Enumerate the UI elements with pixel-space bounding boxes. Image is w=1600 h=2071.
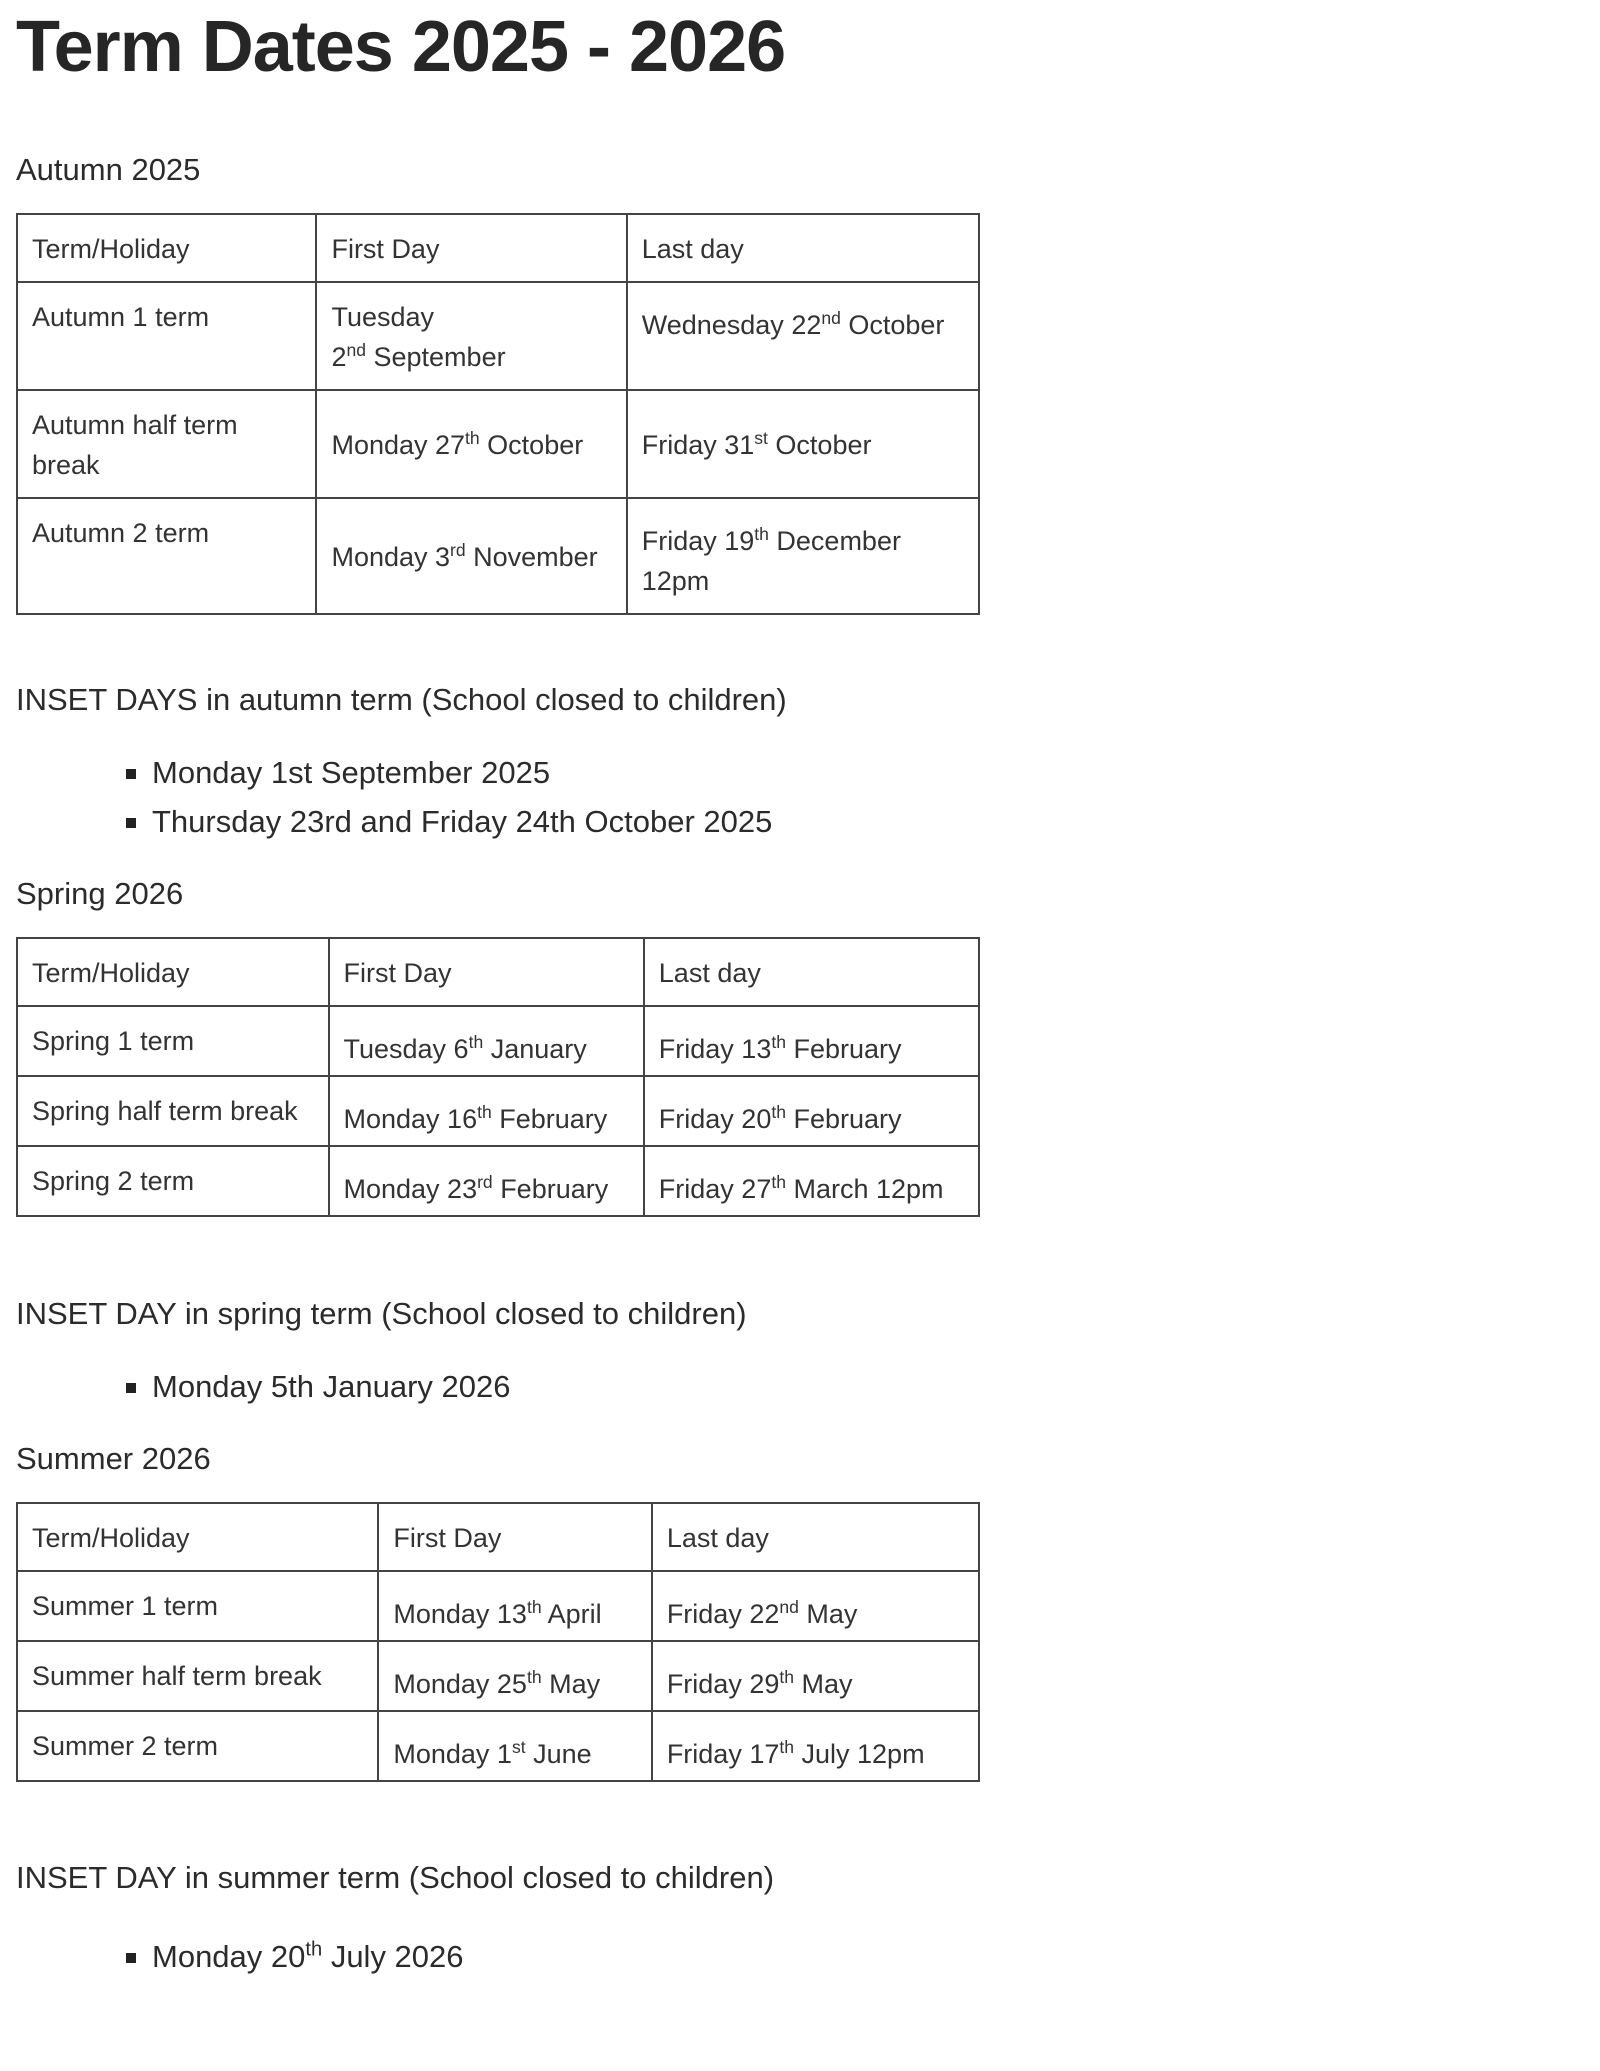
header-last-day: Last day [652, 1503, 979, 1571]
table-row [17, 1076, 979, 1146]
spring-inset-list [108, 1362, 510, 1411]
first-day-cell: Monday 16th February [329, 1076, 644, 1146]
last-day-cell: Friday 22nd May [652, 1571, 979, 1641]
last-day-cell: Friday 13th February [644, 1006, 979, 1076]
autumn-table [16, 213, 980, 615]
term-cell: Autumn half term break [17, 390, 316, 498]
last-day-cell: Friday 20th February [644, 1076, 979, 1146]
header-first-day: First Day [378, 1503, 651, 1571]
first-day-cell: Monday 1st June [378, 1711, 651, 1781]
first-day-cell: Monday 27th October [316, 390, 626, 498]
last-day-cell: Friday 27th March 12pm [644, 1146, 979, 1216]
first-day-cell: Monday 23rd February [329, 1146, 644, 1216]
page-title: Term Dates 2025 - 2026 [16, 7, 786, 87]
term-cell: Autumn 2 term [17, 498, 316, 614]
last-day-cell: Friday 17th July 12pm [652, 1711, 979, 1781]
term-cell: Autumn 1 term [17, 282, 316, 390]
first-day-cell: Monday 25th May [378, 1641, 651, 1711]
spring-heading: Spring 2026 [16, 876, 184, 911]
first-day-cell: Tuesday 6th January [329, 1006, 644, 1076]
header-term-holiday: Term/Holiday [17, 214, 316, 282]
header-term-holiday: Term/Holiday [17, 938, 329, 1006]
autumn-inset-list [108, 748, 772, 846]
last-day-cell: Friday 29th May [652, 1641, 979, 1711]
spring-table [16, 937, 980, 1217]
list-item: Monday 5th January 2026 [108, 1362, 510, 1411]
table-row [17, 390, 979, 498]
summer-table [16, 1502, 980, 1782]
table-row [17, 498, 979, 614]
table-header-row [17, 938, 979, 1006]
summer-heading: Summer 2026 [16, 1441, 211, 1476]
table-header-row [17, 1503, 979, 1571]
autumn-heading: Autumn 2025 [16, 152, 201, 187]
header-last-day: Last day [644, 938, 979, 1006]
table-row [17, 1146, 979, 1216]
table-row [17, 1711, 979, 1781]
spring-inset-heading: INSET DAY in spring term (School closed to children) [16, 1296, 747, 1331]
summer-inset-list [108, 1932, 464, 1981]
list-item: Monday 1st September 2025 [108, 748, 772, 797]
last-day-cell: Wednesday 22nd October [627, 282, 979, 390]
last-day-cell: Friday 31st October [627, 390, 979, 498]
table-header-row [17, 214, 979, 282]
term-cell: Spring 2 term [17, 1146, 329, 1216]
table-row [17, 1006, 979, 1076]
summer-inset-heading: INSET DAY in summer term (School closed to children) [16, 1860, 775, 1895]
term-cell: Spring 1 term [17, 1006, 329, 1076]
list-item: Monday 20th July 2026 [108, 1932, 464, 1981]
table-row [17, 1571, 979, 1641]
table-row [17, 282, 979, 390]
term-cell: Summer 2 term [17, 1711, 378, 1781]
term-cell: Summer 1 term [17, 1571, 378, 1641]
header-last-day: Last day [627, 214, 979, 282]
list-item: Thursday 23rd and Friday 24th October 2025 [108, 797, 772, 846]
header-term-holiday: Term/Holiday [17, 1503, 378, 1571]
first-day-cell: Monday 13th April [378, 1571, 651, 1641]
table-row [17, 1641, 979, 1711]
last-day-cell: Friday 19th December 12pm [627, 498, 979, 614]
first-day-cell: Monday 3rd November [316, 498, 626, 614]
header-first-day: First Day [316, 214, 626, 282]
first-day-cell: Tuesday 2nd September [316, 282, 626, 390]
term-cell: Summer half term break [17, 1641, 378, 1711]
term-cell: Spring half term break [17, 1076, 329, 1146]
autumn-inset-heading: INSET DAYS in autumn term (School closed to children) [16, 682, 787, 717]
header-first-day: First Day [329, 938, 644, 1006]
